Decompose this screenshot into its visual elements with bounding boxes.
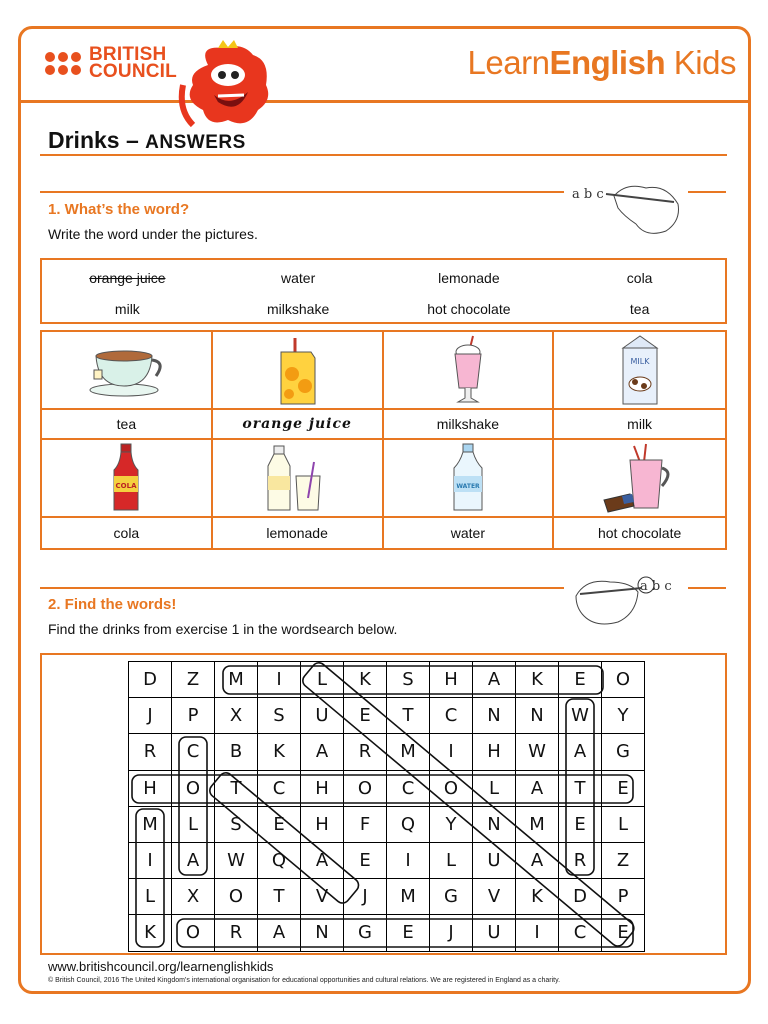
wordsearch-cell[interactable]: A — [172, 842, 215, 878]
wordsearch-cell[interactable]: F — [344, 806, 387, 842]
wordsearch-cell[interactable]: T — [215, 770, 258, 806]
wordsearch-cell[interactable]: Z — [172, 662, 215, 698]
answer-label-handwritten: orange juice — [213, 410, 384, 440]
wordsearch-cell[interactable]: I — [129, 842, 172, 878]
word-bank — [40, 258, 727, 324]
wordsearch-cell[interactable]: E — [344, 842, 387, 878]
wordsearch-cell[interactable]: M — [516, 806, 559, 842]
juice-box-icon — [267, 334, 327, 406]
wordsearch-cell[interactable]: K — [344, 662, 387, 698]
answer-label: milk — [554, 410, 725, 440]
answer-label: water — [384, 518, 555, 548]
wordsearch-cell[interactable]: C — [387, 770, 430, 806]
wordsearch-cell[interactable]: K — [516, 879, 559, 915]
milkshake-icon — [443, 334, 493, 406]
wordsearch-cell[interactable]: A — [559, 734, 602, 770]
wordsearch-cell[interactable]: W — [559, 698, 602, 734]
wordsearch-cell[interactable]: D — [129, 662, 172, 698]
wordsearch-cell[interactable]: Q — [387, 806, 430, 842]
wordsearch-cell[interactable]: A — [258, 915, 301, 951]
section2-rule-right — [688, 587, 726, 589]
wordsearch-cell[interactable]: E — [559, 806, 602, 842]
wordsearch-cell[interactable]: Y — [602, 698, 645, 734]
wordsearch-cell[interactable]: C — [559, 915, 602, 951]
section2-instruction: Find the drinks from exercise 1 in the wordsearch below. — [48, 621, 398, 637]
wordsearch-cell[interactable]: V — [301, 879, 344, 915]
wordsearch-cell[interactable]: O — [215, 879, 258, 915]
wordsearch-cell[interactable]: I — [430, 734, 473, 770]
picture-cell — [42, 440, 213, 518]
svg-text:COLA: COLA — [115, 482, 137, 490]
wordsearch-cell[interactable]: M — [387, 879, 430, 915]
word-bank-item: milk — [114, 301, 140, 317]
wordsearch-cell[interactable]: A — [301, 842, 344, 878]
wordsearch-cell[interactable]: I — [516, 915, 559, 951]
wordsearch-cell[interactable]: C — [258, 770, 301, 806]
wordsearch-cell[interactable]: W — [215, 842, 258, 878]
wordsearch-grid — [128, 661, 645, 952]
word-bank-item: water — [281, 270, 316, 286]
wordsearch-cell[interactable]: O — [430, 770, 473, 806]
wordsearch-cell[interactable]: R — [559, 842, 602, 878]
british-council-logo — [45, 46, 177, 80]
wordsearch-cell[interactable]: J — [129, 698, 172, 734]
page-title: Drinks – ANSWERS — [48, 127, 246, 153]
wordsearch-cell[interactable]: H — [301, 770, 344, 806]
answer-label: milkshake — [384, 410, 555, 440]
wordsearch-cell[interactable]: M — [387, 734, 430, 770]
wordsearch-cell[interactable]: U — [473, 842, 516, 878]
wordsearch-cell[interactable]: O — [172, 770, 215, 806]
wordsearch-cell[interactable]: H — [473, 734, 516, 770]
writing-hand-icon — [570, 570, 690, 632]
picture-cell — [384, 332, 555, 410]
wordsearch-cell[interactable]: K — [129, 915, 172, 951]
section2-rule-left — [40, 587, 564, 589]
wordsearch-cell[interactable]: N — [473, 698, 516, 734]
writing-hand-icon — [566, 176, 686, 238]
wordsearch-cell[interactable]: R — [129, 734, 172, 770]
wordsearch-row — [129, 879, 645, 915]
wordsearch-cell[interactable]: I — [258, 662, 301, 698]
wordsearch-cell[interactable]: T — [559, 770, 602, 806]
wordsearch-row — [129, 915, 645, 951]
wordsearch-row — [129, 842, 645, 878]
monster-mascot-icon — [178, 40, 278, 130]
picture-cell — [42, 332, 213, 410]
learnenglish-kids-logo: LearnEnglish Kids — [467, 44, 736, 81]
wordsearch-cell[interactable]: G — [602, 734, 645, 770]
brand-line-1: BRITISH — [89, 44, 167, 65]
wordsearch-cell[interactable]: L — [301, 662, 344, 698]
wordsearch-cell[interactable]: U — [301, 698, 344, 734]
wordsearch-cell[interactable]: J — [430, 915, 473, 951]
logo-dots-icon — [45, 52, 81, 75]
wordsearch-row — [129, 806, 645, 842]
picture-cell — [384, 440, 555, 518]
wordsearch-cell[interactable]: E — [602, 770, 645, 806]
wordsearch-cell[interactable]: O — [602, 662, 645, 698]
section1-rule-right — [688, 191, 726, 193]
picture-cell — [554, 332, 725, 410]
svg-text:WATER: WATER — [456, 483, 480, 490]
answer-label: cola — [42, 518, 213, 548]
milk-carton-icon — [613, 334, 667, 406]
word-bank-item: milkshake — [267, 301, 330, 317]
cola-bottle-icon — [106, 442, 146, 514]
answer-label: lemonade — [213, 518, 384, 548]
wordsearch-cell[interactable]: J — [344, 879, 387, 915]
wordsearch-cell[interactable]: L — [473, 770, 516, 806]
wordsearch-cell[interactable]: D — [559, 879, 602, 915]
wordsearch-cell[interactable]: E — [602, 915, 645, 951]
wordsearch-cell[interactable]: L — [172, 806, 215, 842]
svg-text:a b c: a b c — [640, 579, 672, 594]
answer-label: tea — [42, 410, 213, 440]
section1-heading: 1. What’s the word? — [48, 201, 190, 218]
wordsearch-cell[interactable]: N — [301, 915, 344, 951]
wordsearch-cell[interactable]: S — [387, 662, 430, 698]
wordsearch-cell[interactable]: Y — [430, 806, 473, 842]
wordsearch-cell[interactable]: X — [172, 879, 215, 915]
picture-cell — [554, 440, 725, 518]
wordsearch-cell[interactable]: N — [473, 806, 516, 842]
wordsearch-cell[interactable]: N — [516, 698, 559, 734]
wordsearch-cell[interactable]: O — [344, 770, 387, 806]
wordsearch-cell[interactable]: M — [215, 662, 258, 698]
wordsearch-cell[interactable]: E — [559, 662, 602, 698]
wordsearch-cell[interactable]: H — [129, 770, 172, 806]
wordsearch-cell[interactable]: A — [473, 662, 516, 698]
picture-cell — [213, 440, 384, 518]
wordsearch-cell[interactable]: Z — [602, 842, 645, 878]
wordsearch-cell[interactable]: W — [516, 734, 559, 770]
answer-label: hot chocolate — [597, 525, 682, 541]
wordsearch-cell[interactable]: P — [602, 879, 645, 915]
wordsearch-cell[interactable]: K — [258, 734, 301, 770]
wordsearch-cell[interactable]: S — [215, 806, 258, 842]
wordsearch-cell[interactable]: H — [301, 806, 344, 842]
teacup-icon — [86, 340, 166, 400]
word-bank-item: tea — [629, 301, 650, 317]
wordsearch-cell[interactable]: T — [387, 698, 430, 734]
section2-heading: 2. Find the words! — [48, 596, 177, 613]
wordsearch-cell[interactable]: A — [516, 842, 559, 878]
wordsearch-cell[interactable]: K — [516, 662, 559, 698]
water-bottle-icon — [448, 442, 488, 514]
footer-copyright: © British Council, 2016 The United Kingdom’s international organisation for educational opportunities and cultural relations. We are registered in England as a charity. — [48, 977, 561, 984]
svg-text:MILK: MILK — [630, 357, 650, 366]
title-divider — [40, 154, 727, 156]
svg-text:a b c: a b c — [572, 187, 604, 202]
wordsearch-cell[interactable]: L — [430, 842, 473, 878]
wordsearch-cell[interactable]: H — [430, 662, 473, 698]
wordsearch-cell[interactable]: A — [516, 770, 559, 806]
section1-instruction: Write the word under the pictures. — [48, 226, 258, 242]
wordsearch-cell[interactable]: Q — [258, 842, 301, 878]
wordsearch-cell[interactable]: G — [344, 915, 387, 951]
wordsearch-cell[interactable]: X — [215, 698, 258, 734]
word-bank-item: hot chocolate — [427, 301, 511, 317]
section1-rule-left — [40, 191, 564, 193]
wordsearch-cell[interactable]: B — [215, 734, 258, 770]
picture-grid — [40, 330, 727, 550]
wordsearch-cell[interactable]: G — [430, 879, 473, 915]
hot-chocolate-icon — [600, 442, 680, 514]
wordsearch-cell[interactable]: R — [215, 915, 258, 951]
footer-url[interactable]: www.britishcouncil.org/learnenglishkids — [48, 959, 274, 974]
wordsearch-cell[interactable]: T — [258, 879, 301, 915]
wordsearch-cell[interactable]: I — [387, 842, 430, 878]
wordsearch-cell[interactable]: C — [430, 698, 473, 734]
wordsearch-cell[interactable]: U — [473, 915, 516, 951]
wordsearch-cell[interactable]: E — [387, 915, 430, 951]
wordsearch-cell[interactable]: L — [602, 806, 645, 842]
wordsearch-cell[interactable]: V — [473, 879, 516, 915]
wordsearch-cell[interactable]: R — [344, 734, 387, 770]
wordsearch-cell[interactable]: M — [129, 806, 172, 842]
wordsearch-row — [129, 770, 645, 806]
word-bank-item: lemonade — [438, 270, 500, 286]
wordsearch-cell[interactable]: E — [344, 698, 387, 734]
wordsearch-cell[interactable]: C — [172, 734, 215, 770]
brand-line-2: COUNCIL — [89, 61, 177, 82]
wordsearch-cell[interactable]: S — [258, 698, 301, 734]
word-bank-item: cola — [626, 270, 653, 286]
wordsearch-box — [40, 653, 727, 955]
wordsearch-cell[interactable]: A — [301, 734, 344, 770]
wordsearch-cell[interactable]: E — [258, 806, 301, 842]
word-bank-item: orange juice — [89, 270, 166, 286]
wordsearch-row — [129, 662, 645, 698]
lemonade-icon — [262, 442, 332, 514]
wordsearch-cell[interactable]: O — [172, 915, 215, 951]
wordsearch-row — [129, 734, 645, 770]
wordsearch-cell[interactable]: L — [129, 879, 172, 915]
wordsearch-cell[interactable]: P — [172, 698, 215, 734]
picture-cell — [213, 332, 384, 410]
wordsearch-row — [129, 698, 645, 734]
